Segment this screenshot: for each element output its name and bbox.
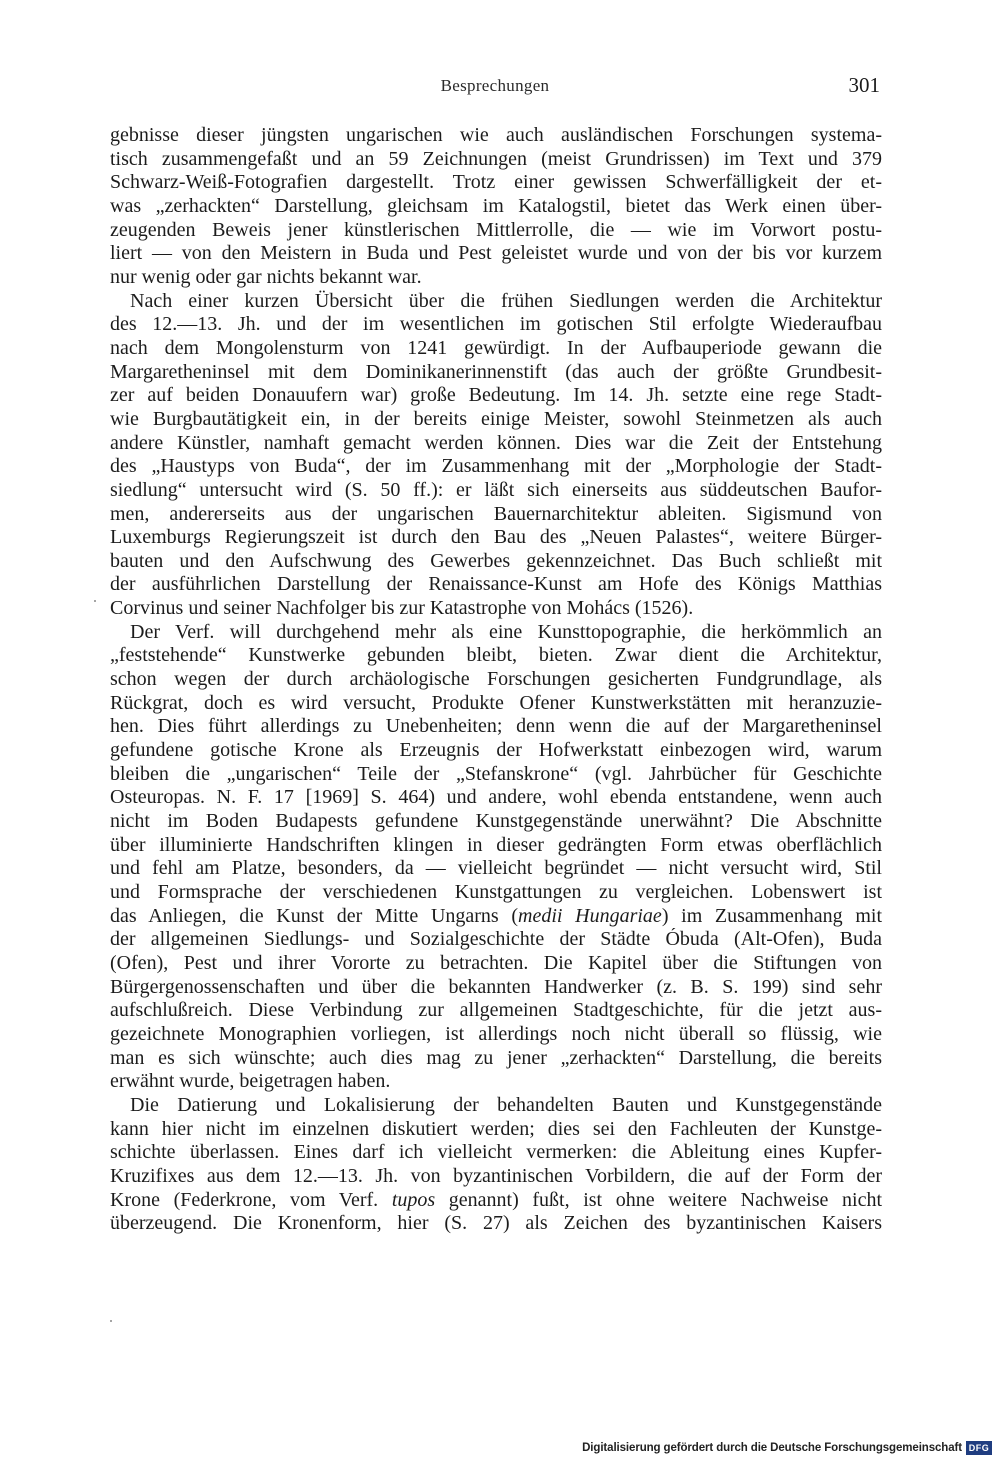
page-number: 301 [848, 73, 880, 97]
text-line: men, andererseits aus der ungarischen Bauernarchitektur ableiten. Sigismund von [110, 502, 882, 525]
text-line: der ausführlichen Darstellung der Renaissance-Kunst am Hofe des Königs Matthias [110, 573, 882, 596]
text-line: Kruzifixes aus dem 12.—13. Jh. von byzantinischen Vorbildern, die auf der Form der [110, 1164, 882, 1187]
text-line: tisch zusammengefaßt und an 59 Zeichnungen (meist Grundrissen) im Text und 379 [110, 147, 882, 170]
text-line: Bürgergenossenschaften und über die bekannten Handwerker (z. B. S. 199) sind sehr [110, 975, 882, 998]
text-line: (Ofen), Pest und ihrer Vororte zu betrachten. Die Kapitel über die Stiftungen von [110, 951, 882, 974]
text-line: schon wegen der durch archäologische Forschungen gesicherten Fundgrundlage, als [110, 668, 882, 691]
paragraph [110, 290, 882, 621]
text-line: nicht im Boden Budapests gefundene Kunstgegenstände unerwähnt? Die Abschnitte [110, 810, 882, 833]
text-line: andere Künstler, namhaft gemacht werden können. Dies war die Zeit der Entstehung [110, 431, 882, 454]
text-line: schichte überlassen. Eines darf ich vielleicht vermerken: die Ableitung eines Kupfer- [110, 1141, 882, 1164]
digitization-credit [582, 1441, 992, 1455]
scan-speck [110, 1320, 112, 1322]
text-line: nach dem Mongolensturm von 1241 gewürdigt. In der Aufbauperiode gewann die [110, 336, 882, 359]
text-line: des 12.—13. Jh. und der im wesentlichen im gotischen Stil erfolgte Wiederaufbau [110, 313, 882, 336]
text-line: Krone (Federkrone, vom Verf. tupos genannt) fußt, ist ohne weitere Nachweise nicht [110, 1188, 882, 1211]
text-line: zer auf beiden Donauufern war) große Bedeutung. Im 14. Jh. setzte eine rege Stadt- [110, 384, 882, 407]
text-line: hen. Dies führt allerdings zu Unebenheiten; denn wenn die auf der Margaretheninsel [110, 715, 882, 738]
text-line: Schwarz-Weiß-Fotografien dargestellt. Trotz einer gewissen Schwerfälligkeit der et- [110, 171, 882, 194]
text-line: gefundene gotische Krone als Erzeugnis der Hofwerkstatt einbezogen wird, warum [110, 739, 882, 762]
dfg-logo: DFG [966, 1441, 992, 1455]
text-line: wie Burgbautätigkeit ein, in der bereits einige Meister, sowohl Steinmetzen als auch [110, 407, 882, 430]
text-line: und fehl am Platze, besonders, da — vielleicht begründet — nicht versucht wird, Stil [110, 857, 882, 880]
text-line: Margaretheninsel mit dem Dominikanerinnenstift (das auch der größte Grundbesit- [110, 360, 882, 383]
text-line: bauten und den Aufschwung des Gewerbes gekennzeichnet. Das Buch schließt mit [110, 549, 882, 572]
text-line: kann hier nicht im einzelnen diskutiert werden; dies sei den Fachleuten der Kunstge- [110, 1117, 882, 1140]
text-line: bleiben die „ungarischen“ Teile der „Stefanskrone“ (vgl. Jahrbücher für Geschichte [110, 762, 882, 785]
text-line: Die Datierung und Lokalisierung der behandelten Bauten und Kunstgegenstände [130, 1093, 882, 1116]
text-line: Osteuropas. N. F. 17 [1969] S. 464) und andere, wohl ebenda entstandene, wenn auch [110, 786, 882, 809]
text-line: siedlung“ untersucht wird (S. 50 ff.): er läßt sich einerseits aus süddeutschen Baufor- [110, 478, 882, 501]
text-line: und Formsprache der verschiedenen Kunstgattungen zu vergleichen. Lobenswert ist [110, 881, 882, 903]
text-line: Nach einer kurzen Übersicht über die frühen Siedlungen werden die Architektur [130, 289, 882, 312]
text-line: Rückgrat, doch es wird versucht, Produkte Ofener Kunstwerkstätten mit heranzuzie- [110, 691, 882, 714]
text-line: Corvinus und seiner Nachfolger bis zur Katastrophe von Mohács (1526). [110, 597, 694, 620]
text-line: gezeichnete Monographien vorliegen, ist allerdings noch nicht überall so flüssig, wie [110, 1022, 882, 1045]
paragraph [110, 124, 882, 290]
text-line: aufschlußreich. Diese Verbindung zur allgemeinen Stadtgeschichte, für die jetzt aus- [110, 999, 882, 1022]
body-text [110, 124, 882, 1236]
text-line: des „Haustyps von Buda“, der im Zusammenhang mit der „Morphologie der Stadt- [110, 455, 882, 478]
text-line: das Anliegen, die Kunst der Mitte Ungarns (medii Hungariae) im Zusammenhang mit [110, 904, 882, 927]
text-line: nur wenig oder gar nichts bekannt war. [110, 265, 422, 288]
text-line: zeugenden Beweis jener künstlerischen Mittlerrolle, die — wie im Vorwort postu- [110, 218, 882, 241]
text-line: gebnisse dieser jüngsten ungarischen wie auch ausländischen Forschungen systema- [110, 124, 882, 146]
text-line: Der Verf. will durchgehend mehr als eine Kunsttopographie, die herkömmlich an [130, 620, 882, 643]
running-header-title: Besprechungen [440, 76, 550, 95]
text-line: erwähnt wurde, beigetragen haben. [110, 1070, 391, 1093]
text-line: man es sich wünschte; auch dies mag zu jener „zerhackten“ Darstellung, die bereits [110, 1046, 882, 1069]
text-line: über illuminierte Handschriften klingen in dieser gedrängten Form etwas oberflächlich [110, 833, 882, 856]
text-line: was „zerhackten“ Darstellung, gleichsam im Katalogstil, bietet das Werk einen über- [110, 194, 882, 217]
scan-speck [94, 600, 96, 602]
text-line: „feststehende“ Kunstwerke gebunden bleibt, bieten. Zwar dient die Architektur, [110, 644, 882, 667]
paragraph [110, 621, 882, 1094]
running-header [110, 73, 880, 106]
text-line: Luxemburgs Regierungszeit ist durch den Bau des „Neuen Palastes“, weitere Bürger- [110, 526, 882, 549]
paragraph [110, 1094, 882, 1236]
text-line: der allgemeinen Siedlungs- und Sozialgeschichte der Städte Óbuda (Alt-Ofen), Buda [110, 928, 882, 951]
digitization-credit-text: Digitalisierung gefördert durch die Deutsche Forschungsgemeinschaft [582, 1442, 962, 1454]
text-line: überzeugend. Die Kronenform, hier (S. 27) als Zeichen des byzantinischen Kaisers [110, 1212, 882, 1235]
text-line: liert — von den Meistern in Buda und Pest geleistet wurde und von der bis vor kurzem [110, 242, 882, 265]
